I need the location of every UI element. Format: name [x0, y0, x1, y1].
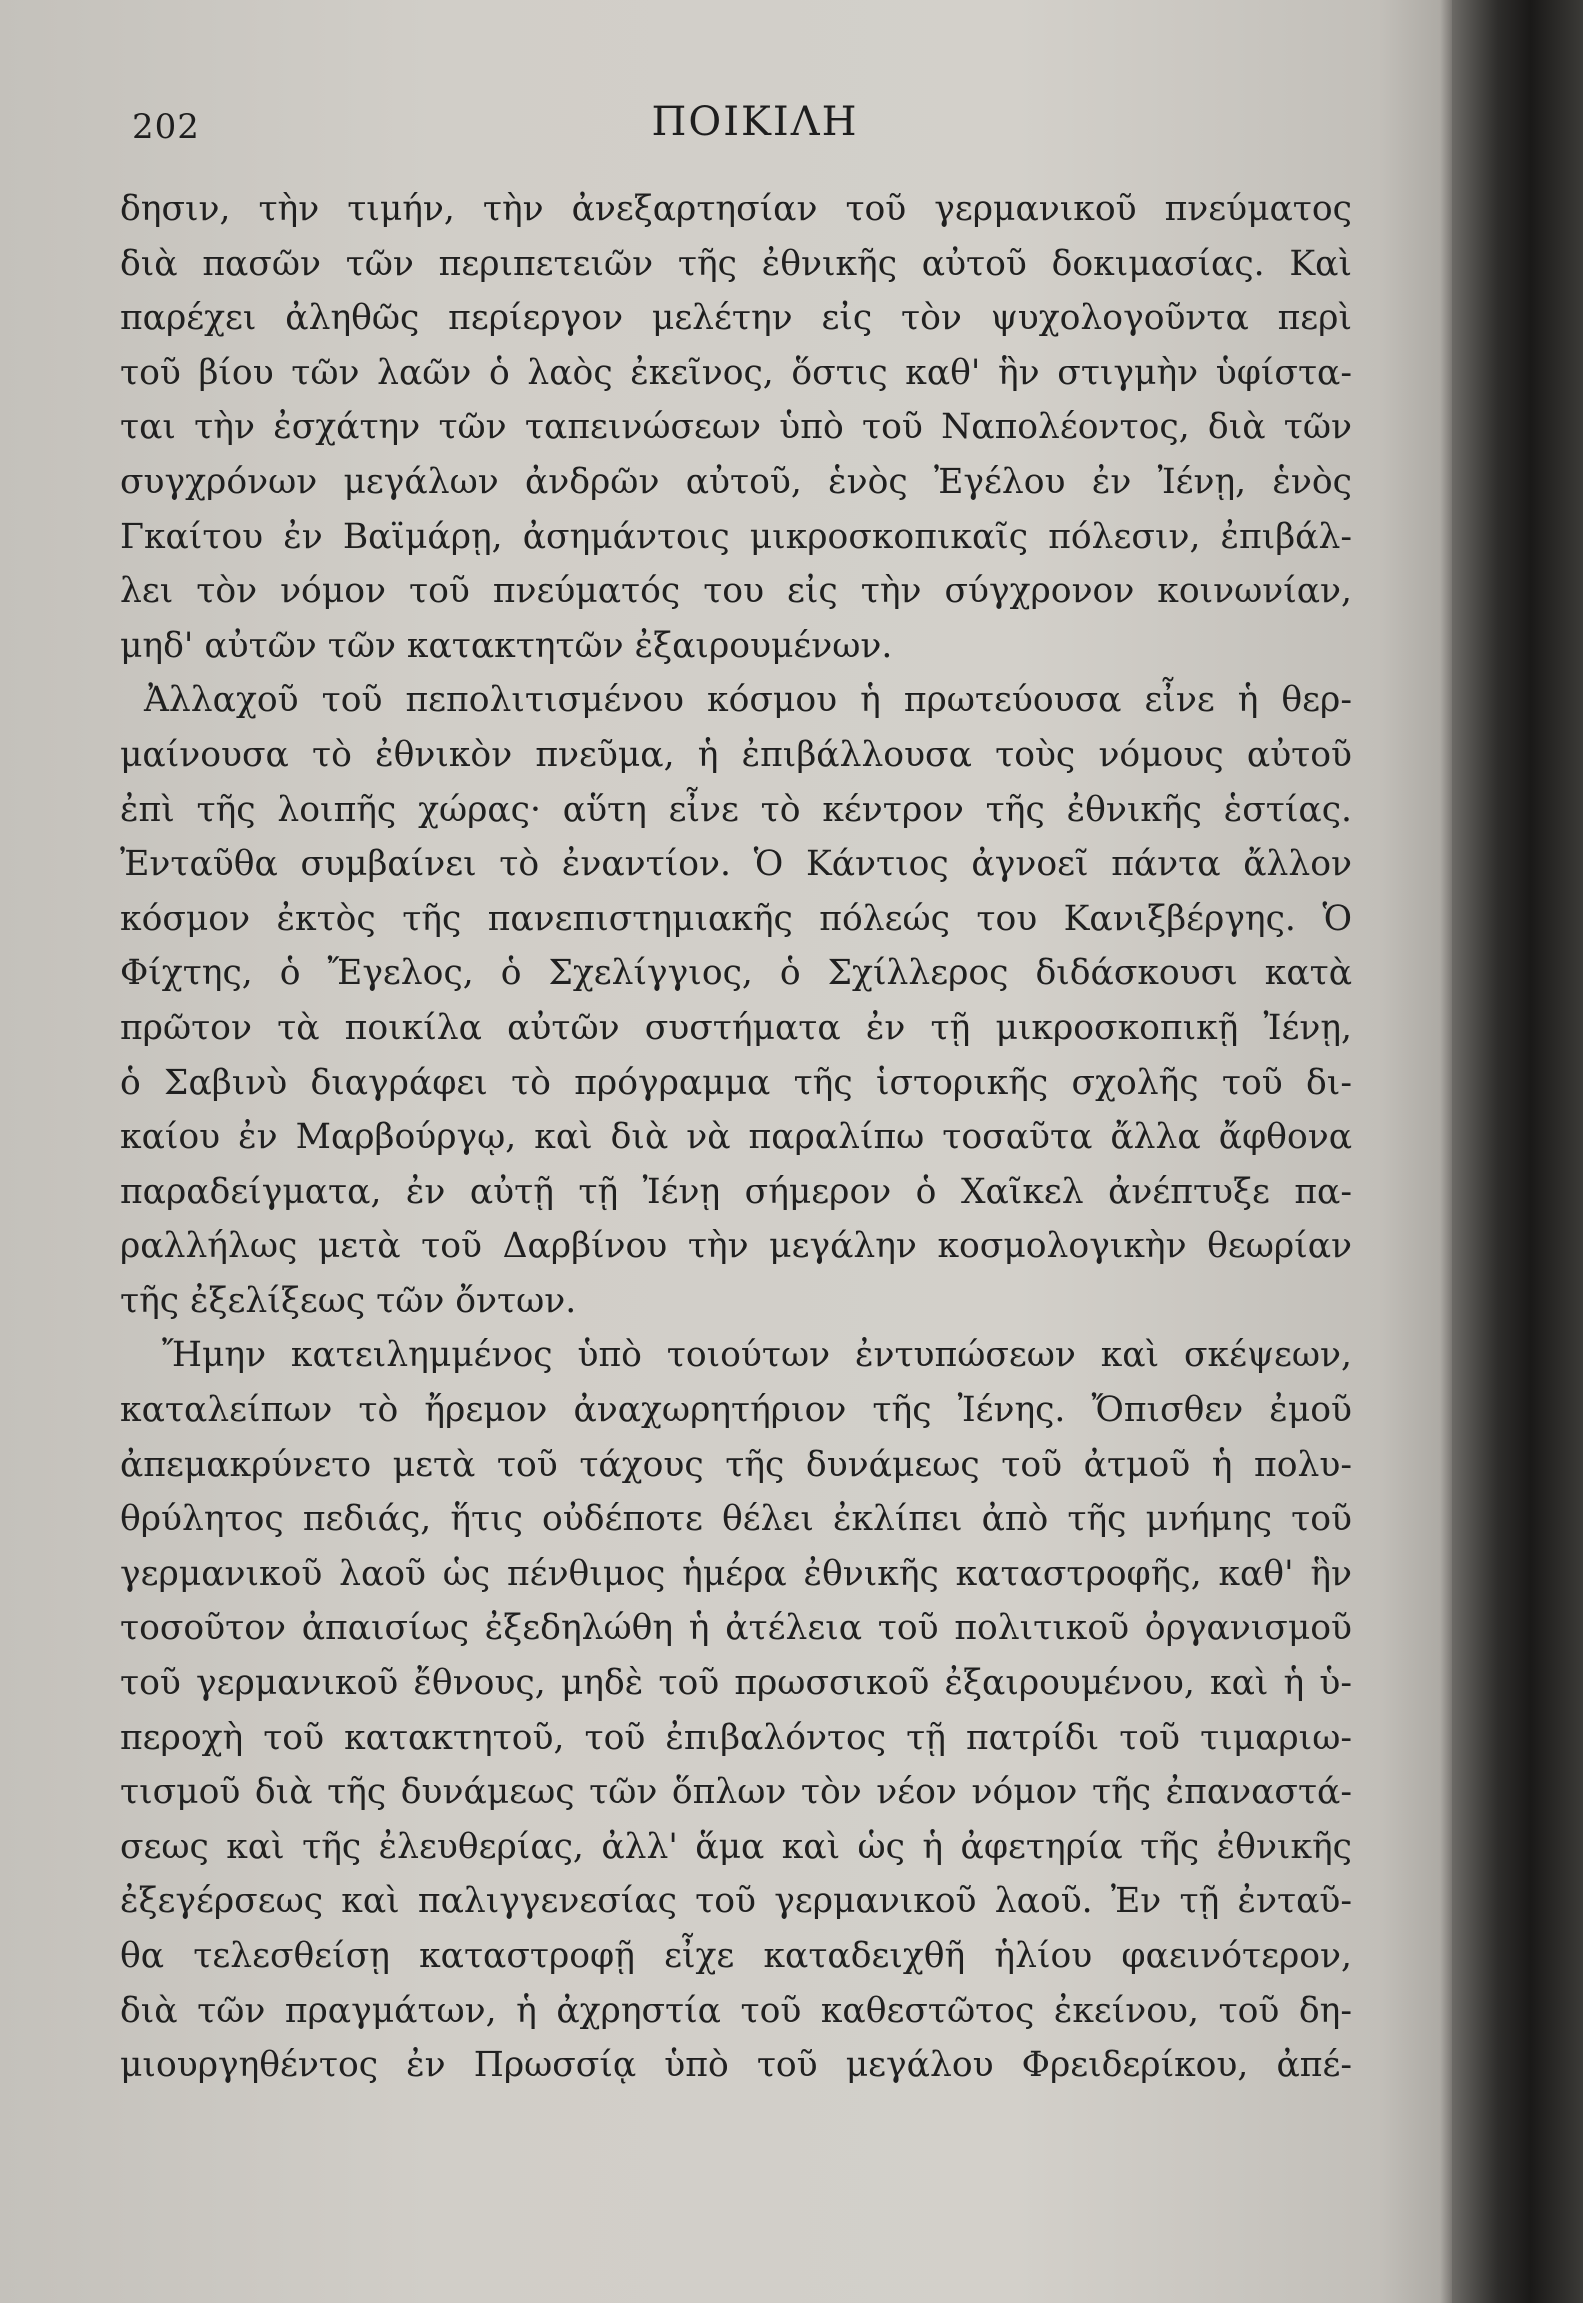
book-spine [1452, 0, 1583, 2303]
text-line: καίου ἐν Μαρβούργῳ, καὶ διὰ νὰ παραλίπω τοσαῦτα ἄλλα ἄφθονα [120, 1117, 1352, 1158]
body-text [120, 182, 1352, 2093]
text-line: περοχὴ τοῦ κατακτητοῦ, τοῦ ἐπιβαλόντος τῇ πατρίδι τοῦ τιμαριω- [120, 1717, 1352, 1758]
text-line: Φίχτης, ὁ Ἔγελος, ὁ Σχελίγγιος, ὁ Σχίλλερος διδάσκουσι κατὰ [120, 953, 1352, 994]
text-line: ραλλήλως μετὰ τοῦ Δαρβίνου τὴν μεγάλην κοσμολογικὴν θεωρίαν [120, 1226, 1352, 1267]
running-title: ΠΟΙΚΙΛΗ [651, 99, 859, 145]
text-line: δησιν, τὴν τιμήν, τὴν ἀνεξαρτησίαν τοῦ γερμανικοῦ πνεύματος [120, 189, 1352, 229]
text-line: Ἤμην κατειλημμένος ὑπὸ τοιούτων ἐντυπώσεων καὶ σκέψεων, [162, 1335, 1352, 1376]
text-line: θρύλητος πεδιάς, ἥτις οὐδέποτε θέλει ἐκλίπει ἀπὸ τῆς μνήμης τοῦ [120, 1499, 1352, 1540]
text-line: διὰ πασῶν τῶν περιπετειῶν τῆς ἐθνικῆς αὐτοῦ δοκιμασίας. Καὶ [120, 243, 1352, 284]
page-header [120, 95, 1350, 155]
text-line: ὁ Σαβινὺ διαγράφει τὸ πρόγραμμα τῆς ἱστορικῆς σχολῆς τοῦ δι- [120, 1062, 1352, 1103]
text-line: μαίνουσα τὸ ἐθνικὸν πνεῦμα, ἡ ἐπιβάλλουσα τοὺς νόμους αὐτοῦ [120, 734, 1352, 775]
text-line: ἀπεμακρύνετο μετὰ τοῦ τάχους τῆς δυνάμεως τοῦ ἀτμοῦ ἡ πολυ- [120, 1444, 1352, 1485]
text-line: τῆς ἐξελίξεως τῶν ὄντων. [120, 1280, 577, 1321]
text-line: τοῦ γερμανικοῦ ἔθνους, μηδὲ τοῦ πρωσσικοῦ ἐξαιρουμένου, καὶ ἡ ὑ- [120, 1663, 1352, 1704]
text-line: διὰ τῶν πραγμάτων, ἡ ἀχρηστία τοῦ καθεστῶτος ἐκείνου, τοῦ δη- [120, 1990, 1352, 2031]
text-line: γερμανικοῦ λαοῦ ὡς πένθιμος ἡμέρα ἐθνικῆς καταστροφῆς, καθ' ἣν [120, 1553, 1352, 1594]
text-line: παρέχει ἀληθῶς περίεργον μελέτην εἰς τὸν ψυχολογοῦντα περὶ [120, 298, 1352, 339]
text-line: τοσοῦτον ἀπαισίως ἐξεδηλώθη ἡ ἀτέλεια τοῦ πολιτικοῦ ὀργανισμοῦ [120, 1608, 1352, 1649]
text-line: συγχρόνων μεγάλων ἀνδρῶν αὐτοῦ, ἑνὸς Ἐγέλου ἐν Ἰένῃ, ἑνὸς [120, 461, 1352, 502]
text-line: λει τὸν νόμον τοῦ πνεύματός του εἰς τὴν σύγχρονον κοινωνίαν, [120, 571, 1352, 612]
text-line: ται τὴν ἐσχάτην τῶν ταπεινώσεων ὑπὸ τοῦ Ναπολέοντος, διὰ τῶν [120, 407, 1352, 448]
text-line: κόσμον ἐκτὸς τῆς πανεπιστημιακῆς πόλεώς του Κανιξβέργης. Ὁ [120, 898, 1352, 939]
text-line: ἐπὶ τῆς λοιπῆς χώρας· αὕτη εἶνε τὸ κέντρον τῆς ἐθνικῆς ἑστίας. [120, 789, 1352, 830]
text-line: τοῦ βίου τῶν λαῶν ὁ λαὸς ἐκεῖνος, ὅστις καθ' ἣν στιγμὴν ὑφίστα- [120, 352, 1352, 393]
text-line: θα τελεσθείσῃ καταστροφῇ εἶχε καταδειχθῆ ἡλίου φαεινότερον, [120, 1936, 1352, 1976]
text-line: μιουργηθέντος ἐν Πρωσσίᾳ ὑπὸ τοῦ μεγάλου Φρειδερίκου, ἀπέ- [120, 2045, 1352, 2086]
text-line: πρῶτον τὰ ποικίλα αὐτῶν συστήματα ἐν τῇ μικροσκοπικῇ Ἰένῃ, [120, 1007, 1352, 1048]
page-number: 202 [132, 107, 200, 147]
text-line: Ἀλλαχοῦ τοῦ πεπολιτισμένου κόσμου ἡ πρωτεύουσα εἶνε ἡ θερ- [144, 680, 1352, 721]
text-line: Ἐνταῦθα συμβαίνει τὸ ἐναντίον. Ὁ Κάντιος ἀγνοεῖ πάντα ἄλλον [120, 844, 1352, 885]
text-line: Γκαίτου ἐν Βαϊμάρῃ, ἀσημάντοις μικροσκοπικαῖς πόλεσιν, ἐπιβάλ- [120, 516, 1352, 557]
text-line: σεως καὶ τῆς ἐλευθερίας, ἀλλ' ἅμα καὶ ὡς ἡ ἀφετηρία τῆς ἐθνικῆς [120, 1826, 1352, 1867]
text-line: ἐξεγέρσεως καὶ παλιγγενεσίας τοῦ γερμανικοῦ λαοῦ. Ἐν τῇ ἐνταῦ- [120, 1881, 1352, 1922]
text-line: καταλείπων τὸ ἤρεμον ἀναχωρητήριον τῆς Ἰένης. Ὄπισθεν ἐμοῦ [120, 1390, 1352, 1431]
text-line: μηδ' αὐτῶν τῶν κατακτητῶν ἐξαιρουμένων. [120, 625, 893, 666]
text-line: παραδείγματα, ἐν αὐτῇ τῇ Ἰένῃ σήμερον ὁ Χαῖκελ ἀνέπτυξε πα- [120, 1171, 1352, 1212]
text-line: τισμοῦ διὰ τῆς δυνάμεως τῶν ὅπλων τὸν νέον νόμον τῆς ἐπαναστά- [120, 1772, 1352, 1813]
